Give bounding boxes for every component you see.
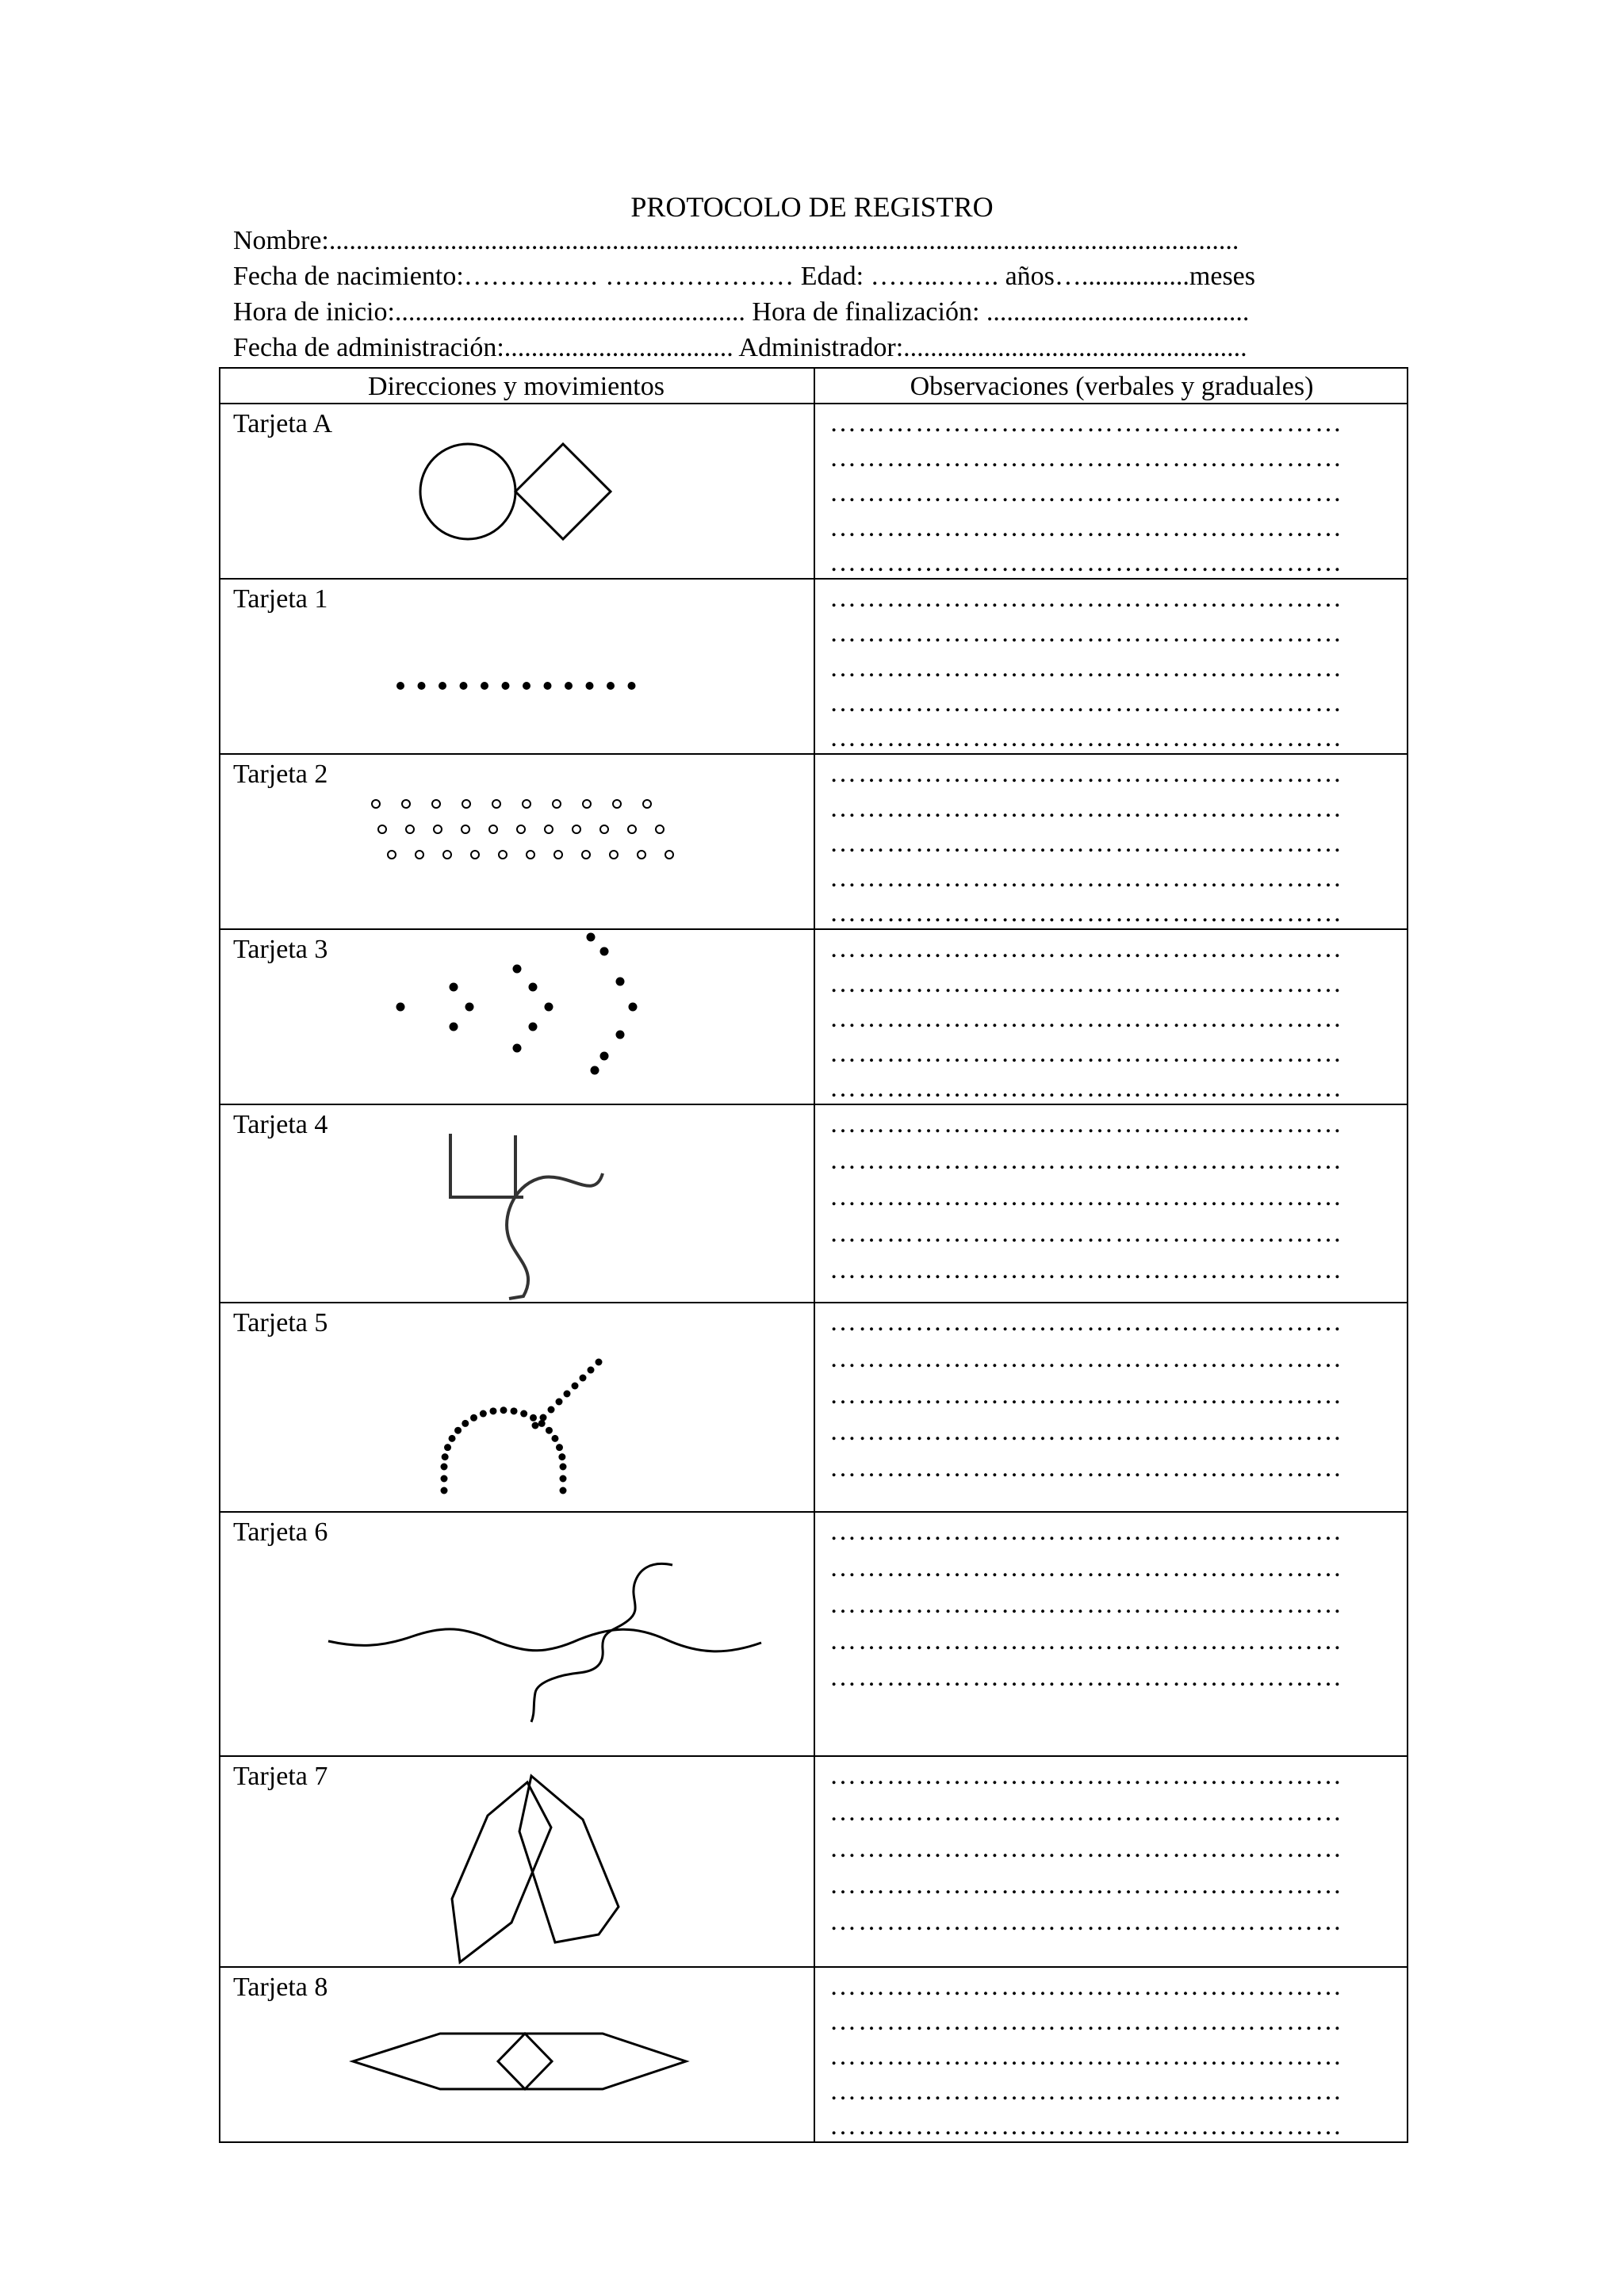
card-label: Tarjeta 6 [233, 1517, 328, 1547]
small-circle [471, 851, 479, 859]
small-circle [432, 800, 440, 808]
card-label: Tarjeta 8 [233, 1973, 328, 2002]
observation-line[interactable]: ……………………………………………… [829, 1307, 1343, 1337]
dot [591, 1066, 599, 1075]
dot [551, 1435, 558, 1442]
dot [560, 1464, 567, 1471]
dot [616, 978, 625, 986]
dot [520, 1410, 527, 1418]
observation-line[interactable]: ……………………………………………… [829, 723, 1343, 752]
dot [460, 682, 468, 690]
observation-line[interactable]: ……………………………………………… [829, 759, 1343, 788]
small-circle [628, 825, 636, 833]
dot [560, 1487, 567, 1494]
figure-dotted-arch [428, 1348, 611, 1498]
start-end-time-field[interactable]: Hora de inicio:.................................................... Hora de finalización: ....................................... [233, 297, 1250, 327]
dot [441, 1475, 448, 1483]
observation-line[interactable]: ……………………………………………… [829, 1626, 1343, 1655]
dot [564, 1391, 571, 1398]
observation-line[interactable]: ……………………………………………… [829, 1109, 1343, 1138]
observation-line[interactable]: ……………………………………………… [829, 2007, 1343, 2036]
small-circle [554, 851, 562, 859]
observation-line[interactable]: ……………………………………………… [829, 1797, 1343, 1827]
dot [544, 682, 552, 690]
small-circle [523, 800, 530, 808]
dot [596, 1359, 603, 1366]
dot [529, 1023, 538, 1031]
dot [454, 1427, 462, 1434]
dot [588, 1367, 595, 1374]
figure-overlapping-hexagons [444, 1768, 634, 1974]
dot [449, 1435, 456, 1442]
figure-angle-curve [436, 1126, 611, 1300]
dot [500, 1406, 508, 1414]
observation-line[interactable]: ……………………………………………… [829, 1907, 1343, 1936]
dot [450, 983, 458, 992]
dot [396, 1003, 405, 1012]
small-circle [443, 851, 451, 859]
dot [450, 1023, 458, 1031]
observation-line[interactable]: ……………………………………………… [829, 408, 1343, 438]
observation-line[interactable]: ……………………………………………… [829, 1972, 1343, 2001]
observation-line[interactable]: ……………………………………………… [829, 934, 1343, 963]
figure-circle-rows [365, 793, 682, 864]
observation-line[interactable]: ……………………………………………… [829, 1870, 1343, 1900]
observation-line[interactable]: ……………………………………………… [829, 969, 1343, 998]
dot [441, 1464, 448, 1471]
card-label: Tarjeta 1 [233, 584, 328, 614]
dot [441, 1487, 448, 1494]
observation-line[interactable]: ……………………………………………… [829, 2111, 1343, 2141]
dot [580, 1375, 587, 1382]
observation-line[interactable]: ……………………………………………… [829, 1834, 1343, 1863]
small-circle [656, 825, 664, 833]
small-circle [499, 851, 507, 859]
observation-line[interactable]: ……………………………………………… [829, 1344, 1343, 1373]
dot [556, 1444, 563, 1451]
dot [502, 682, 510, 690]
dot [523, 682, 530, 690]
small-circle [582, 851, 590, 859]
observation-line[interactable]: ……………………………………………… [829, 653, 1343, 683]
figure-wavy-cross [325, 1554, 769, 1728]
dot [545, 1003, 553, 1012]
dot [465, 1003, 474, 1012]
observation-line[interactable]: ……………………………………………… [829, 688, 1343, 718]
dot [444, 1444, 451, 1451]
observation-line[interactable]: ……………………………………………… [829, 1073, 1343, 1103]
dot [629, 1003, 638, 1012]
figure-circle-diamond [412, 436, 619, 547]
small-circle [378, 825, 386, 833]
small-circle [402, 800, 410, 808]
small-circle [388, 851, 396, 859]
observation-line[interactable]: ……………………………………………… [829, 863, 1343, 893]
column-divider [814, 367, 815, 2143]
observation-line[interactable]: ……………………………………………… [829, 2042, 1343, 2071]
dot [558, 1453, 565, 1460]
dot [587, 933, 596, 942]
dot [600, 947, 609, 956]
observation-line[interactable]: ……………………………………………… [829, 513, 1343, 542]
observation-line[interactable]: ……………………………………………… [829, 1663, 1343, 1692]
figure-dotted-line [389, 674, 642, 698]
dot [586, 682, 594, 690]
dot [396, 682, 404, 690]
dot [600, 1052, 609, 1061]
birthdate-age-field[interactable]: Fecha de nacimiento:…………… ………………… Edad: ……..……. años…................meses [233, 262, 1255, 291]
small-circle [545, 825, 553, 833]
small-circle [600, 825, 608, 833]
card-label: Tarjeta 4 [233, 1110, 328, 1139]
observation-line[interactable]: ……………………………………………… [829, 1553, 1343, 1582]
small-circle [573, 825, 580, 833]
small-circle [372, 800, 380, 808]
dot [513, 1044, 522, 1053]
observation-line[interactable]: ……………………………………………… [829, 794, 1343, 823]
dot [489, 1407, 496, 1414]
small-circle [643, 800, 651, 808]
dot [607, 682, 615, 690]
dot [418, 682, 426, 690]
dot [511, 1407, 518, 1414]
observation-line[interactable]: ……………………………………………… [829, 2076, 1343, 2106]
observation-line[interactable]: ……………………………………………… [829, 1146, 1343, 1175]
dot [572, 1383, 579, 1390]
dot [560, 1475, 567, 1483]
row-divider [219, 1966, 1408, 1968]
observation-line[interactable]: ……………………………………………… [829, 1004, 1343, 1033]
observation-line[interactable]: ……………………………………………… [829, 584, 1343, 613]
observation-line[interactable]: ……………………………………………… [829, 1453, 1343, 1483]
admin-date-administrator-field[interactable]: Fecha de administración:.................................. Administrador:................................................... [233, 333, 1247, 362]
column-header-directions: Direcciones y movimientos [368, 372, 665, 401]
small-circle [492, 800, 500, 808]
small-circle [553, 800, 561, 808]
dot [540, 1414, 547, 1422]
dot [481, 682, 488, 690]
row-divider [219, 1755, 1408, 1757]
dot [556, 1399, 563, 1406]
dot [530, 1414, 537, 1422]
small-circle [406, 825, 414, 833]
page-title: PROTOCOLO DE REGISTRO [630, 191, 994, 223]
column-header-observations: Observaciones (verbales y graduales) [910, 372, 1314, 401]
dot [529, 983, 538, 992]
observation-line[interactable]: ……………………………………………… [829, 618, 1343, 648]
observation-line[interactable]: ……………………………………………… [829, 1219, 1343, 1248]
observation-line[interactable]: ……………………………………………… [829, 548, 1343, 577]
observation-line[interactable]: ……………………………………………… [829, 1039, 1343, 1068]
observation-line[interactable]: ……………………………………………… [829, 1590, 1343, 1619]
observation-line[interactable]: ……………………………………………… [829, 443, 1343, 473]
dot [513, 965, 522, 974]
dot [442, 1453, 449, 1460]
observation-line[interactable]: ……………………………………………… [829, 1761, 1343, 1790]
small-circle [462, 800, 470, 808]
small-circle [638, 851, 645, 859]
small-circle [462, 825, 469, 833]
dot [548, 1406, 555, 1414]
card-label: Tarjeta 2 [233, 760, 328, 789]
card-label: Tarjeta 7 [233, 1762, 328, 1791]
dot [616, 1031, 625, 1039]
small-circle [527, 851, 534, 859]
observation-line[interactable]: ……………………………………………… [829, 1182, 1343, 1211]
observation-line[interactable]: ……………………………………………… [829, 1517, 1343, 1546]
observation-line[interactable]: ……………………………………………… [829, 1417, 1343, 1446]
observation-line[interactable]: ……………………………………………… [829, 898, 1343, 928]
dot [546, 1427, 553, 1434]
small-circle [416, 851, 423, 859]
dot [439, 682, 446, 690]
card-label: Tarjeta A [233, 409, 333, 438]
dot [565, 682, 573, 690]
observation-line[interactable]: ……………………………………………… [829, 1255, 1343, 1284]
dot [462, 1420, 469, 1427]
observation-line[interactable]: ……………………………………………… [829, 1380, 1343, 1410]
small-circle [517, 825, 525, 833]
small-circle [434, 825, 442, 833]
dot [628, 682, 636, 690]
card-label: Tarjeta 5 [233, 1308, 328, 1337]
small-circle [583, 800, 591, 808]
row-divider [219, 1511, 1408, 1513]
name-field[interactable]: Nombre:....................................................................................................................................... [233, 226, 1239, 255]
dot [480, 1410, 487, 1418]
small-circle [610, 851, 618, 859]
small-circle [665, 851, 673, 859]
dot [532, 1422, 539, 1429]
figure-dot-arcs [381, 928, 658, 1086]
card-label: Tarjeta 3 [233, 935, 328, 964]
observation-line[interactable]: ……………………………………………… [829, 478, 1343, 507]
small-circle [613, 800, 621, 808]
figure-hexagon-diamond [349, 2030, 690, 2093]
observation-line[interactable]: ……………………………………………… [829, 828, 1343, 858]
row-divider [219, 1302, 1408, 1303]
small-circle [489, 825, 497, 833]
dot [470, 1414, 477, 1422]
